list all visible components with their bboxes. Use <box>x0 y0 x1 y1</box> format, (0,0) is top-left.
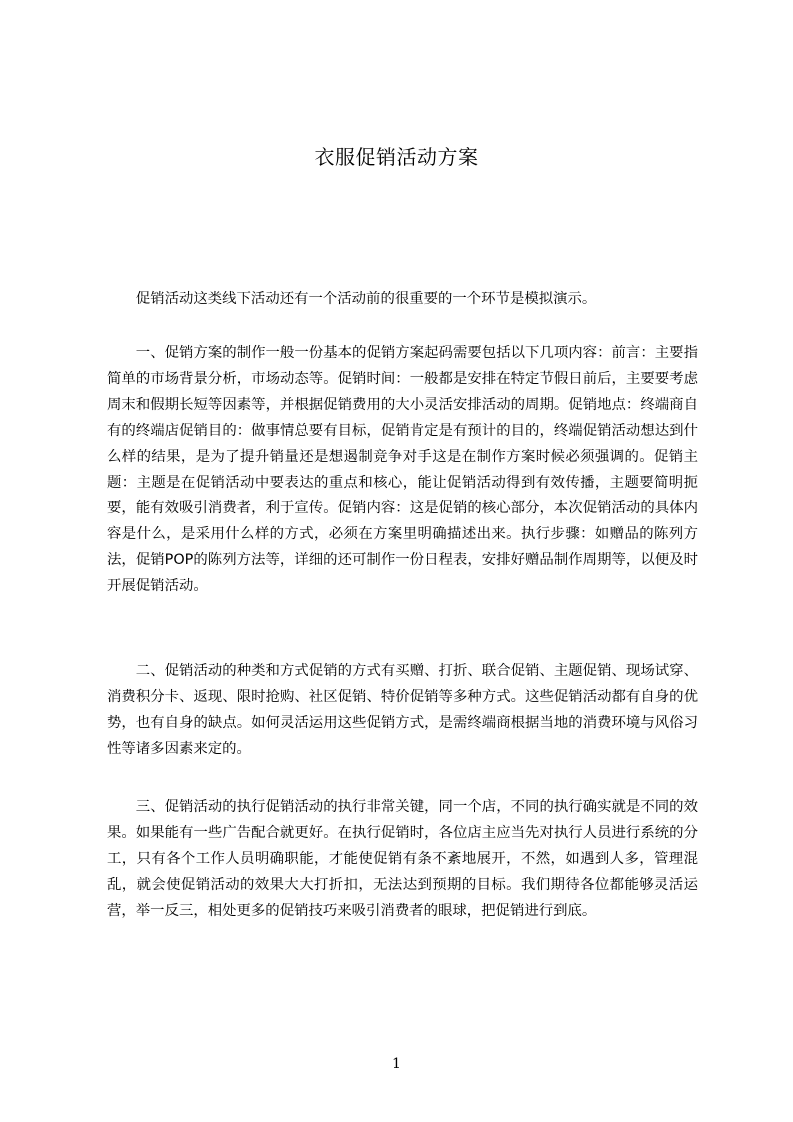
section-3-paragraph: 三、促销活动的执行促销活动的执行非常关键，同一个店，不同的执行确实就是不同的效果。如果能有一些广告配合就更好。在执行促销时，各位店主应当先对执行人员进行系统的分工，只有各个工作人员明确职能，才能使促销有条不紊地展开，不然，如遇到人多，管理混乱，就会使促销活动的效果大大打折扣，无法达到预期的目标。我们期待各位都能够灵活运营，举一反三，相处更多的促销技巧来吸引消费者的眼球，把促销进行到底。 <box>107 799 698 919</box>
page-number: 1 <box>392 1056 401 1072</box>
intro-paragraph: 促销活动这类线下活动还有一个活动前的很重要的一个环节是模拟演示。 <box>135 291 597 307</box>
section-2-paragraph: 二、促销活动的种类和方式促销的方式有买赠、打折、联合促销、主题促销、现场试穿、消费积分卡、返现、限时抢购、社区促销、特价促销等多种方式。这些促销活动都有自身的优势，也有自身的缺点。如何灵活运用这些促销方式，是需终端商根据当地的消费环境与风俗习性等诸多因素来定的。 <box>107 663 698 757</box>
document-title: 衣服促销活动方案 <box>314 145 479 169</box>
section-1-paragraph: 一、促销方案的制作一般一份基本的促销方案起码需要包括以下几项内容：前言：主要指简单的市场背景分析，市场动态等。促销时间：一般都是安排在特定节假日前后，主要要考虑周末和假期长短等因素等，并根据促销费用的大小灵活安排活动的周期。促销地点：终端商自有的终端店促销目的：做事情总要有目标，促销肯定是有预计的目的，终端促销活动想达到什么样的结果，是为了提升销量还是想遏制竞争对手这是在制作方案时候必须强调的。促销主题：主题是在促销活动中要表达的重点和核心，能让促销活动得到有效传播，主题要简明扼要，能有效吸引消费者，利于宣传。促销内容：这是促销的核心部分，本次促销活动的具体内容是什么，是采用什么样的方式，必须在方案里明确描述出来。执行步骤：如赠品的陈列方法，促销POP的陈列方法等，详细的还可制作一份日程表，安排好赠品制作周期等，以便及时开展促销活动。 <box>107 345 698 595</box>
